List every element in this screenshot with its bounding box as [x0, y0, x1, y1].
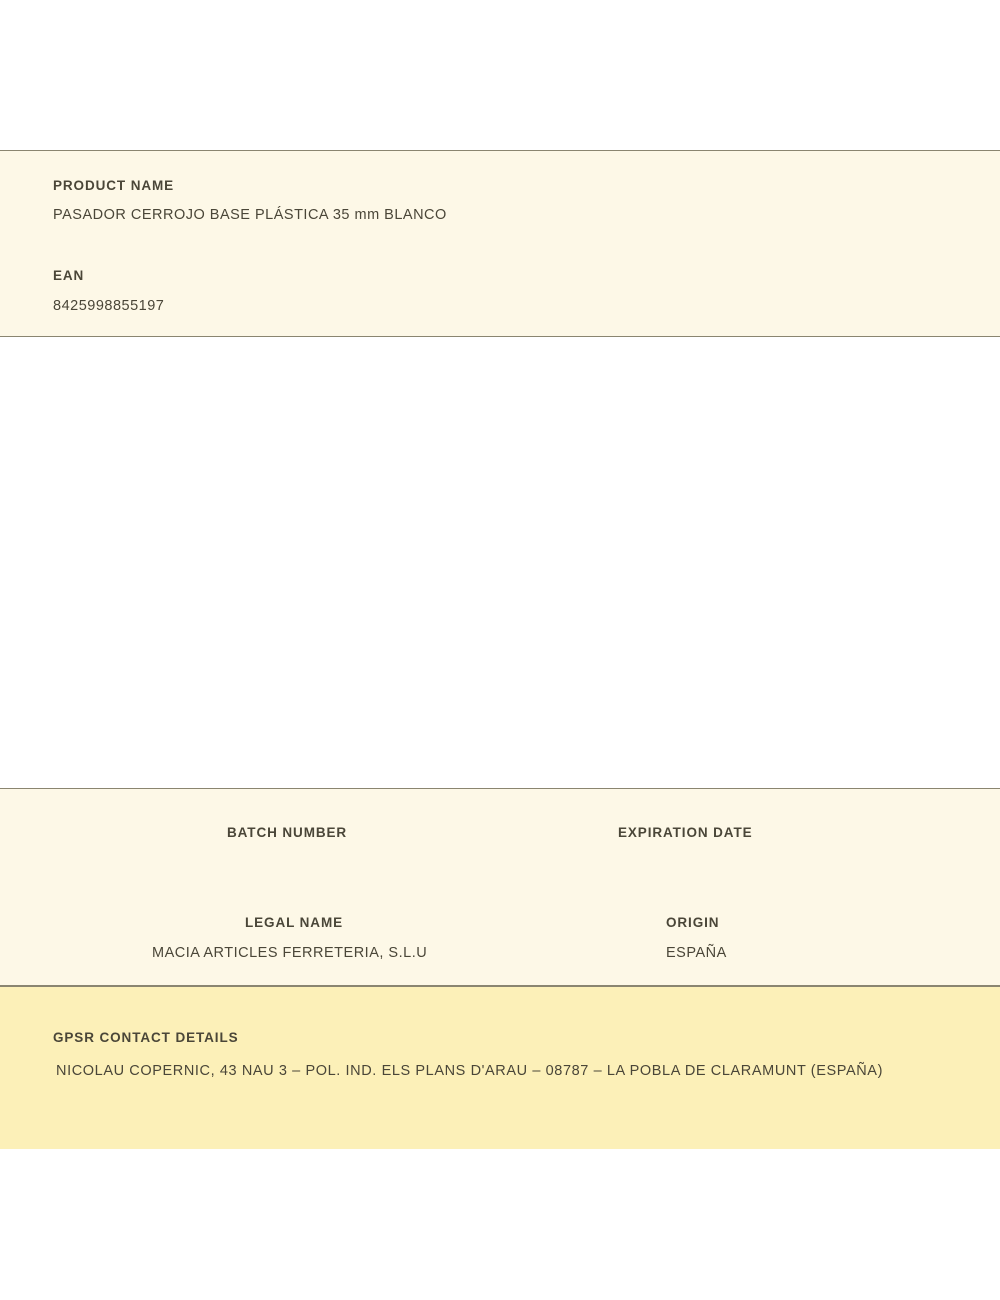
gpsr-contact-label: GPSR CONTACT DETAILS	[53, 1030, 239, 1045]
ean-label: EAN	[53, 268, 85, 283]
product-name-label: PRODUCT NAME	[53, 178, 175, 193]
product-info-block	[0, 150, 1000, 337]
legal-name-value: MACIA ARTICLES FERRETERIA, S.L.U	[152, 945, 428, 961]
batch-legal-block	[0, 788, 1000, 986]
batch-number-label: BATCH NUMBER	[227, 825, 348, 840]
gpsr-contact-value: NICOLAU COPERNIC, 43 NAU 3 – POL. IND. ELS PLANS D'ARAU – 08787 – LA POBLA DE CLARAMUNT (ESPAÑA)	[56, 1063, 883, 1079]
gpsr-contact-block	[0, 986, 1000, 1149]
product-name-value: PASADOR CERROJO BASE PLÁSTICA 35 mm BLANCO	[53, 207, 447, 223]
expiration-date-label: EXPIRATION DATE	[618, 825, 753, 840]
blank-middle-area	[0, 337, 1000, 788]
origin-value: ESPAÑA	[666, 945, 727, 961]
ean-value: 8425998855197	[53, 298, 165, 314]
legal-name-label: LEGAL NAME	[245, 915, 344, 930]
origin-label: ORIGIN	[666, 915, 720, 930]
blank-bottom-area	[0, 1149, 1000, 1300]
